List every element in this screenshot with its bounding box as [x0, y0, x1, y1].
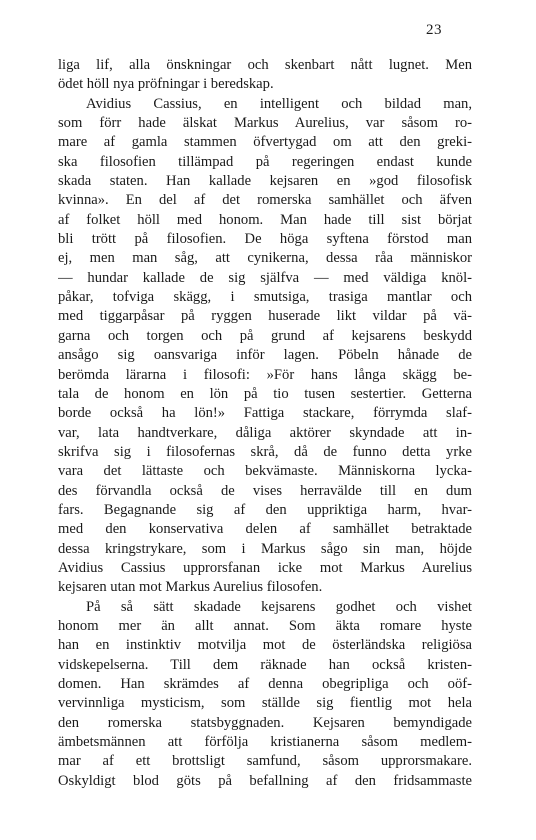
text-line: med den konservativa delen af samhället betraktade: [58, 521, 472, 538]
text-line: berömda lärarna i filosofi: »För hans långa skägg be-: [58, 366, 472, 383]
text-line: borde också ha lön!» Fattiga stackare, förrymda slaf-: [58, 405, 472, 422]
body-text: [58, 56, 472, 791]
page-number: 23: [426, 22, 442, 38]
text-line: mar af ett brottsligt samfund, såsom upprorsmakare.: [58, 753, 472, 770]
text-line: skrifva sig i filosofernas skrå, då de funno detta yrke: [58, 443, 472, 460]
text-line: ansågo sig oansvariga inför lagen. Pöbeln hånade de: [58, 347, 472, 364]
text-line: fars. Begagnande sig af den uppriktiga harm, hvar-: [58, 501, 472, 518]
text-line: kejsaren utan mot Markus Aurelius filosofen.: [58, 579, 323, 596]
text-line: dessa kringstrykare, som i Markus sågo sin man, höjde: [58, 540, 472, 557]
text-line: mare af gamla stammen öfvertygad om att den greki-: [58, 134, 472, 151]
text-line: garna och torgen och på grund af kejsarens beskydd: [58, 327, 472, 344]
text-line: Avidius Cassius upprorsfanan icke mot Markus Aurelius: [58, 559, 472, 576]
text-line: des förvandla också de vises herravälde till en dum: [58, 482, 472, 499]
text-line: med tiggarpåsar på ryggen huserade likt vildar på vä-: [58, 308, 472, 325]
text-line: den romerska statsbyggnaden. Kejsaren bemyndigade: [58, 714, 472, 731]
text-line: han en instinktiv motvilja mot de österländska religiösa: [58, 637, 472, 654]
text-line: kvinna». En del af det romerska samhället och äfven: [58, 192, 472, 209]
text-line: liga lif, alla önskningar och skenbart nått lugnet. Men: [58, 57, 472, 73]
text-line: ödet höll nya pröfningar i beredskap.: [58, 76, 274, 93]
text-line: Oskyldigt blod göts på befallning af den fridsammaste: [58, 772, 472, 789]
text-line: ej, men man såg, att cynikerna, dessa råa människor: [58, 250, 472, 267]
text-line: som förr hade älskat Markus Aurelius, var såsom ro-: [58, 115, 472, 132]
text-line: vidskepelserna. Till dem räknade han också kristen-: [58, 656, 472, 673]
text-line: Avidius Cassius, en intelligent och bildad man,: [86, 95, 472, 112]
text-line: skada staten. Han kallade kejsaren en »god filosofisk: [58, 173, 472, 190]
text-line: ska filosofien tillämpad på regeringen endast kunde: [58, 153, 472, 170]
text-line: ämbetsmännen att förfölja kristianerna såsom medlem-: [58, 734, 472, 751]
text-line: påkar, tofviga skägg, i smutsiga, trasiga mantlar och: [58, 289, 472, 306]
text-line: vara det lättaste och bekvämaste. Människorna lycka-: [58, 463, 472, 480]
text-line: domen. Han skrämdes af denna obegripliga och oöf-: [58, 676, 472, 692]
text-line: — hundar kallade de sig själfva — med väldiga knöl-: [58, 269, 472, 286]
text-line: honom mer än allt annat. Som äkta romare hyste: [58, 617, 472, 634]
text-line: bli trött på filosofien. De höga syftena förstod man: [58, 231, 472, 248]
text-line: På så sätt skadade kejsarens godhet och vishet: [86, 598, 472, 615]
text-line: var, lata handtverkare, dåliga aktörer skyndade att in-: [58, 424, 472, 441]
text-line: tala de honom en lön på tio tusen sestertier. Getterna: [58, 385, 472, 402]
text-line: af folket höll med honom. Man hade till sist börjat: [58, 211, 472, 228]
text-line: vervinnliga mysticism, som ställde sig fientlig mot hela: [58, 695, 472, 712]
